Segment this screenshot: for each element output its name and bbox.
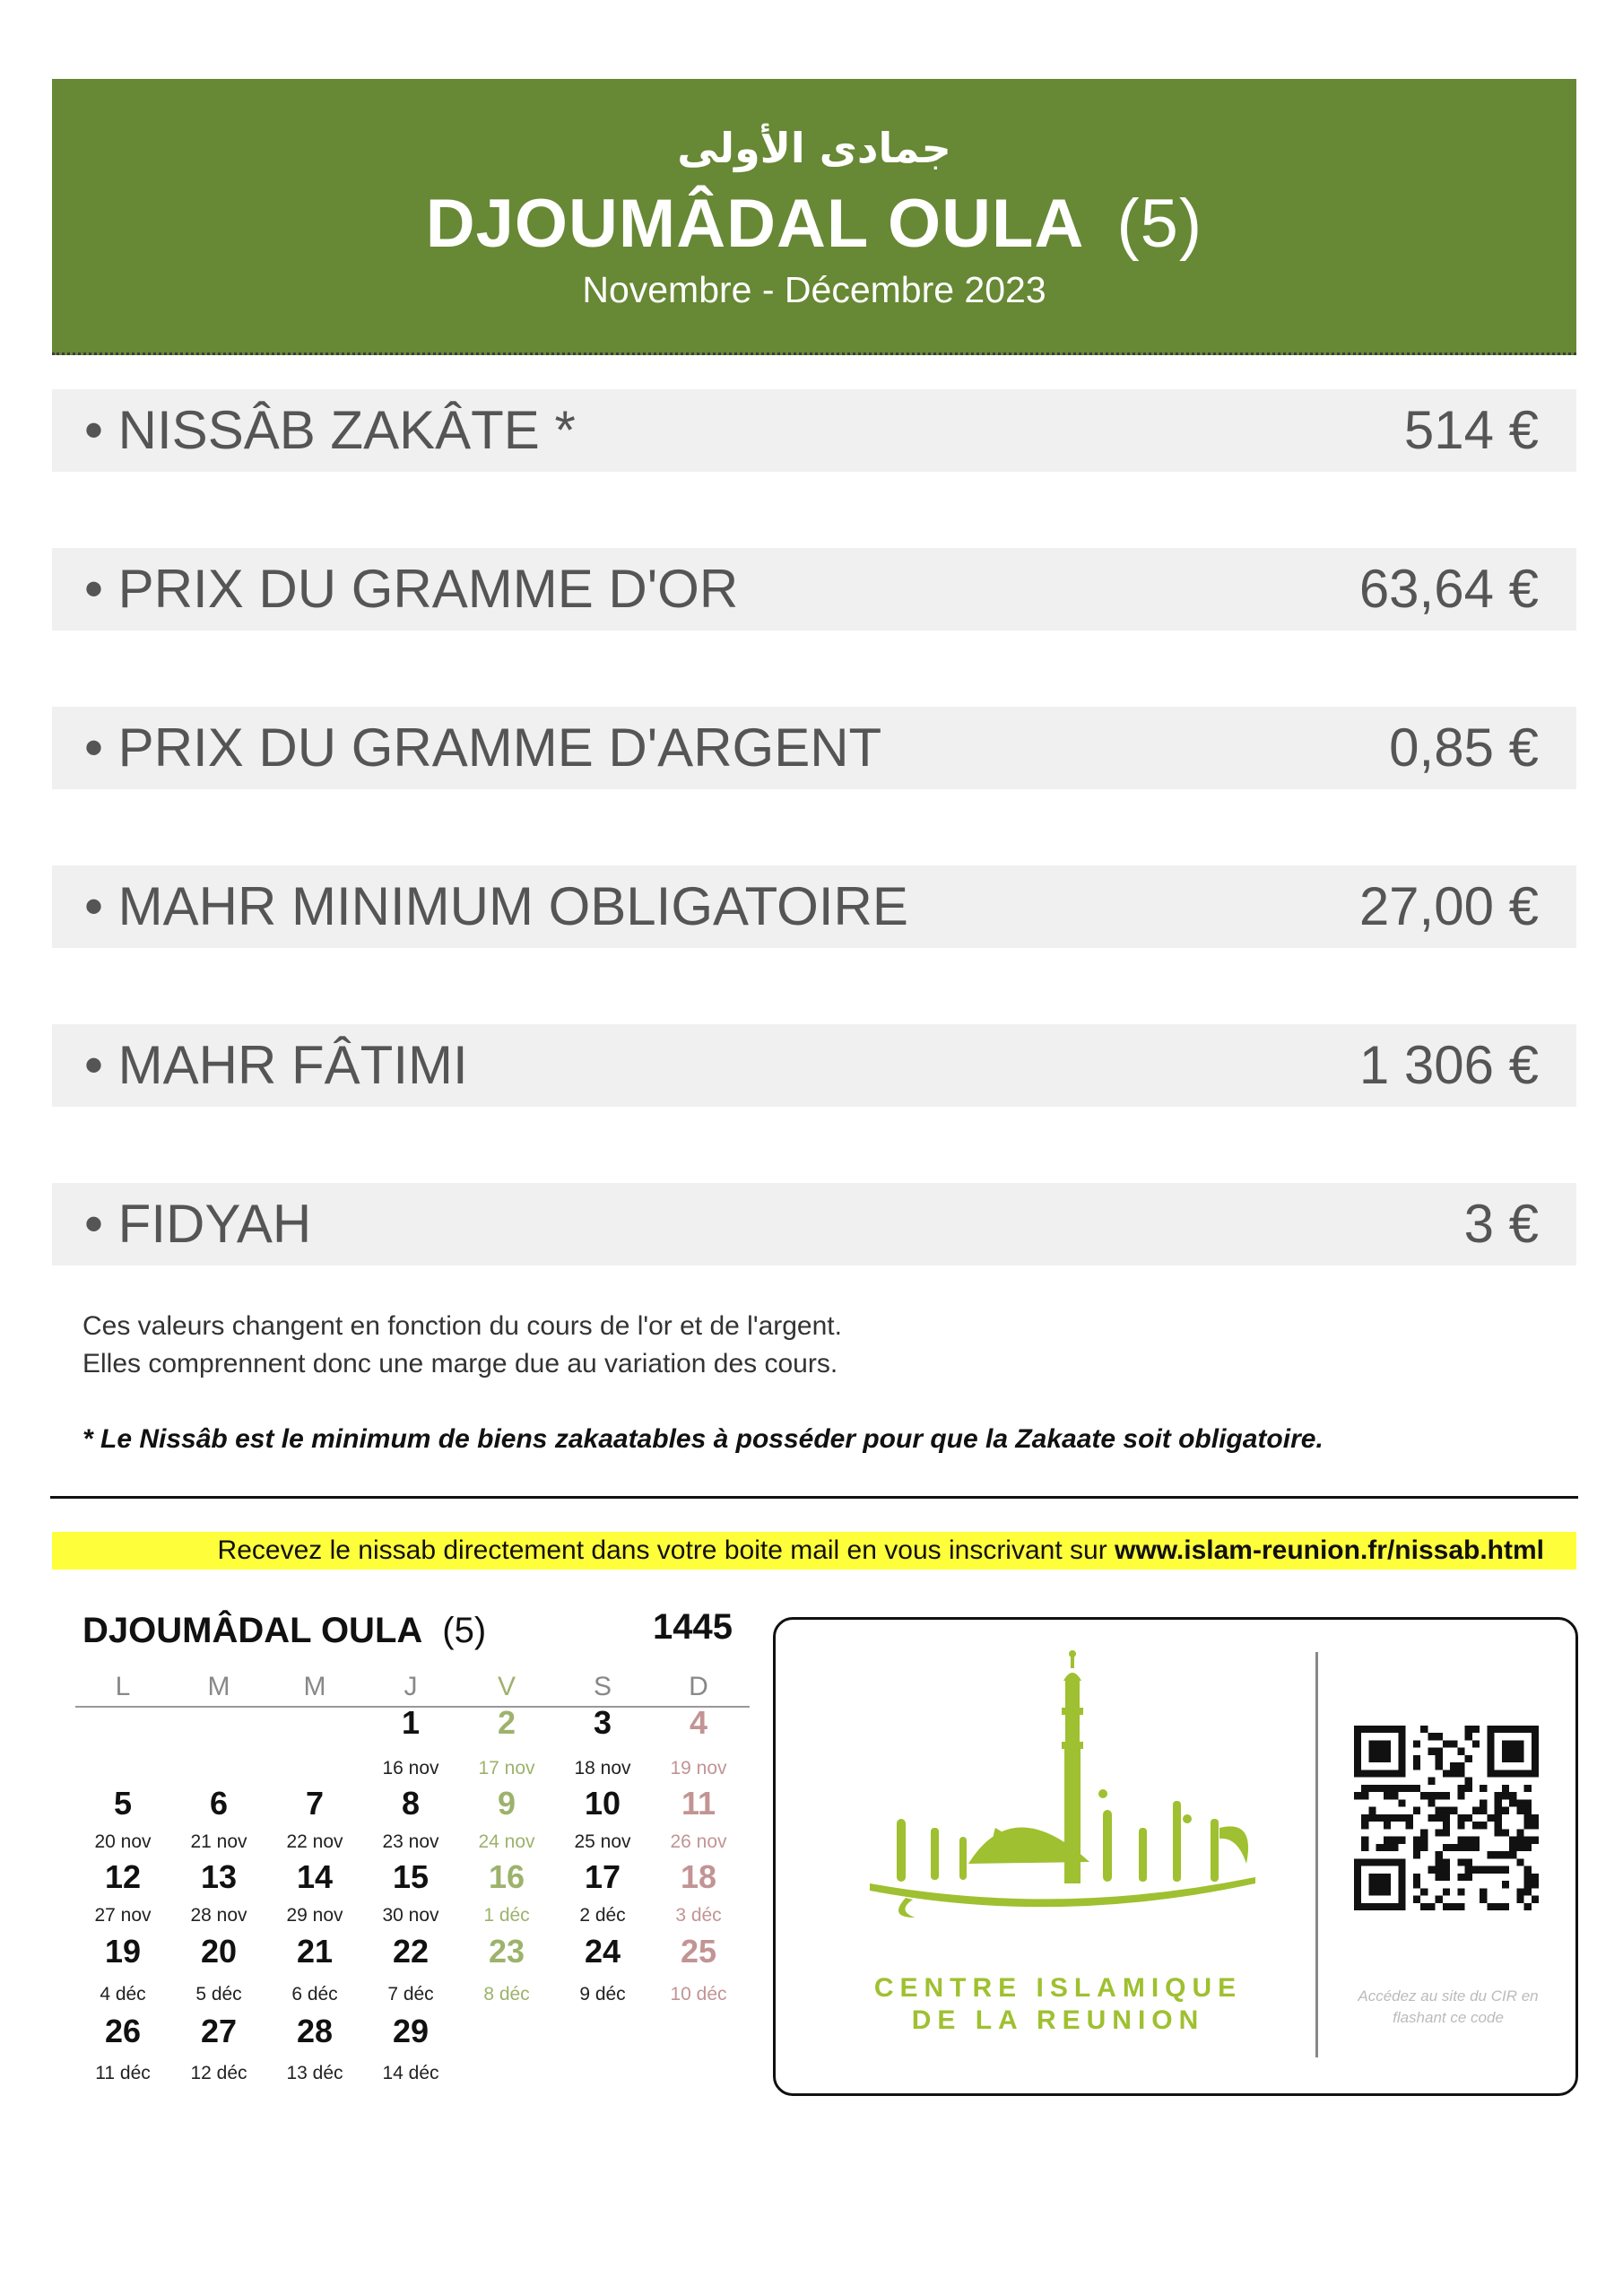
hijri-day: 11 (681, 1785, 716, 1822)
row-label: • PRIX DU GRAMME D'ARGENT (84, 718, 882, 778)
weekday-header: J (404, 1672, 418, 1701)
hijri-day: 1 (401, 1704, 421, 1741)
hijri-day: 10 (584, 1785, 621, 1822)
gregorian-date: 24 nov (478, 1831, 535, 1852)
hijri-day: 9 (497, 1785, 516, 1822)
gregorian-date: 17 nov (478, 1758, 535, 1779)
hijri-day: 13 (200, 1858, 238, 1895)
row-value: 63,64 € (1358, 559, 1539, 619)
gregorian-date: 30 nov (382, 1905, 439, 1926)
nissab-link[interactable]: www.islam-reunion.fr/nissab.html (1115, 1535, 1544, 1565)
hijri-day: 7 (305, 1785, 325, 1822)
gregorian-date: 25 nov (574, 1831, 631, 1852)
gregorian-date: 3 déc (675, 1905, 722, 1926)
hijri-day: 19 (104, 1933, 142, 1970)
gregorian-date: 21 nov (190, 1831, 247, 1852)
calendar-year: 1445 (653, 1607, 733, 1647)
row-label: • MAHR MINIMUM OBLIGATOIRE (84, 876, 908, 936)
hijri-day: 18 (680, 1858, 717, 1895)
value-row-nissab (52, 389, 1576, 472)
hijri-day: 4 (689, 1704, 708, 1741)
gregorian-date: 10 déc (670, 1984, 727, 2005)
weekday-header: M (303, 1672, 326, 1701)
divider (50, 1496, 1578, 1499)
hijri-day: 6 (209, 1785, 229, 1822)
row-value: 0,85 € (1389, 718, 1539, 778)
page-title (52, 185, 1576, 263)
gregorian-date: 26 nov (670, 1831, 727, 1852)
gregorian-date: 20 nov (94, 1831, 152, 1852)
arabic-month-name: جمادى الأولى (677, 124, 951, 172)
gregorian-date: 13 déc (286, 2063, 343, 2083)
hijri-day: 29 (392, 2013, 430, 2049)
values-list (52, 389, 1576, 1342)
hijri-day: 20 (200, 1933, 238, 1970)
hijri-day: 15 (392, 1858, 430, 1895)
weekday-header: V (497, 1672, 516, 1701)
calendar-month-number: (5) (442, 1611, 487, 1650)
row-label: • PRIX DU GRAMME D'OR (84, 559, 739, 619)
row-value: 514 € (1403, 400, 1539, 460)
row-value: 3 € (1463, 1194, 1539, 1254)
value-row-fidyah (52, 1183, 1576, 1265)
row-label: • FIDYAH (84, 1194, 312, 1254)
gregorian-date: 16 nov (382, 1758, 439, 1779)
page-header (52, 79, 1576, 355)
gregorian-date: 1 déc (483, 1905, 530, 1926)
weekday-header: M (207, 1672, 230, 1701)
gregorian-date: 8 déc (483, 1984, 530, 2005)
gregorian-date: 18 nov (574, 1758, 631, 1779)
hijri-day: 24 (584, 1933, 621, 1970)
hijri-day: 16 (488, 1858, 525, 1895)
hijri-day: 25 (680, 1933, 717, 1970)
hijri-day: 22 (392, 1933, 430, 1970)
weekday-header: D (689, 1672, 708, 1701)
gregorian-date: 5 déc (195, 1984, 242, 2005)
hijri-day: 26 (104, 2013, 142, 2049)
gregorian-date: 2 déc (579, 1905, 626, 1926)
weekday-header: S (593, 1672, 612, 1701)
banner-text: Recevez le nissab directement dans votre boite mail en vous inscrivant sur (217, 1535, 1115, 1565)
note-line-2: Elles comprennent donc une marge due au variation des cours. (82, 1349, 838, 1378)
gregorian-date: 19 nov (670, 1758, 727, 1779)
gregorian-date: 4 déc (100, 1984, 146, 2005)
row-label: • NISSÂB ZAKÂTE * (84, 400, 576, 460)
hijri-day: 28 (296, 2013, 334, 2049)
logo-line-2: DE LA REUNION (911, 2005, 1205, 2035)
calendar-month-name: DJOUMÂDAL OULA (82, 1611, 423, 1650)
hijri-day: 2 (497, 1704, 516, 1741)
gregorian-date: 28 nov (190, 1905, 247, 1926)
gregorian-date: 27 nov (94, 1905, 152, 1926)
subscribe-banner (52, 1532, 1576, 1570)
row-value: 27,00 € (1358, 876, 1539, 936)
value-row-mahr-fatimi (52, 1024, 1576, 1107)
qr-caption: Accédez au site du CIR en flashant ce code (1358, 1987, 1539, 2026)
gregorian-date: 22 nov (286, 1831, 343, 1852)
hijri-day: 3 (593, 1704, 612, 1741)
box-divider (1315, 1652, 1318, 2057)
gregorian-date: 23 nov (382, 1831, 439, 1852)
hijri-day: 27 (200, 2013, 238, 2049)
hijri-day: 14 (296, 1858, 334, 1895)
gregorian-date: 29 nov (286, 1905, 343, 1926)
gregorian-date: 9 déc (579, 1984, 626, 2005)
hijri-day: 5 (113, 1785, 133, 1822)
row-label: • MAHR FÂTIMI (84, 1035, 468, 1095)
gregorian-date: 11 déc (95, 2063, 151, 2083)
month-number: (5) (1116, 186, 1203, 262)
gregorian-date: 6 déc (291, 1984, 338, 2005)
gregorian-date: 7 déc (387, 1984, 434, 2005)
value-row-silver (52, 707, 1576, 789)
value-row-gold (52, 548, 1576, 631)
hijri-day: 12 (104, 1858, 142, 1895)
hijri-day: 17 (584, 1858, 621, 1895)
weekday-header: L (115, 1672, 131, 1701)
calendar-title (82, 1611, 486, 1651)
footnote: * Le Nissâb est le minimum de biens zakaatables à posséder pour que la Zakaate soit obligatoire. (82, 1424, 1324, 1454)
logo-line-1: CENTRE ISLAMIQUE (873, 1973, 1243, 2003)
gregorian-date: 14 déc (382, 2063, 439, 2083)
hijri-day: 21 (296, 1933, 334, 1970)
row-value: 1 306 € (1358, 1035, 1539, 1095)
page-subtitle: Novembre - Décembre 2023 (582, 269, 1046, 310)
hijri-day: 8 (401, 1785, 421, 1822)
value-row-mahr-minimum (52, 865, 1576, 948)
hijri-day: 23 (488, 1933, 525, 1970)
gregorian-date: 12 déc (190, 2063, 247, 2083)
note-line-1: Ces valeurs changent en fonction du cours de l'or et de l'argent. (82, 1311, 842, 1341)
month-name: DJOUMÂDAL OULA (425, 186, 1085, 262)
mosque-logo-icon (834, 1648, 1282, 1918)
qr-code-icon[interactable] (1354, 1726, 1539, 1910)
